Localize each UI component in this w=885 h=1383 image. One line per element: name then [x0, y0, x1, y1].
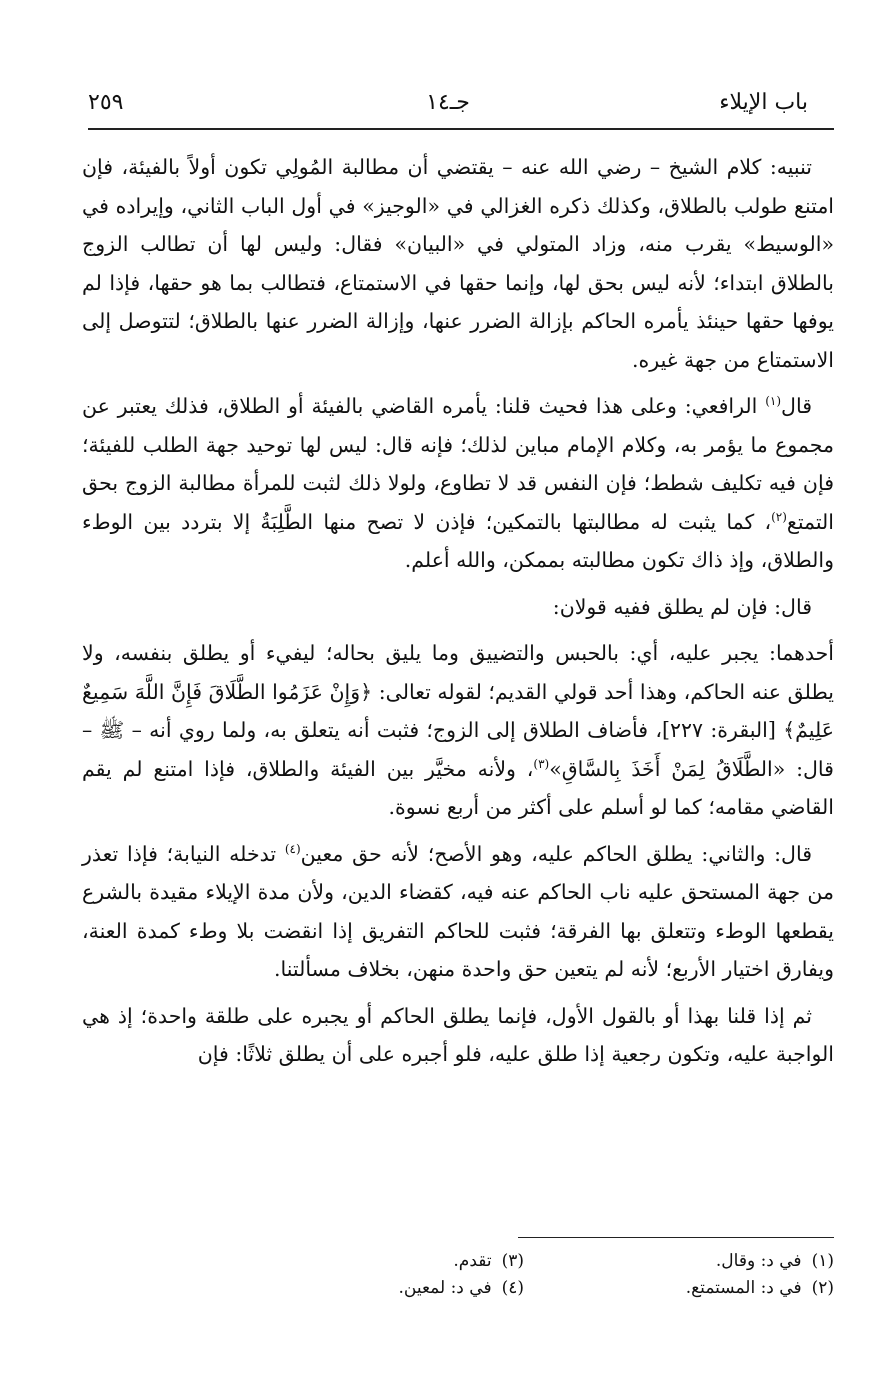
- paragraph-first-opinion-end: ، ولأنه مخيَّر بين الفيئة والطلاق، فإذا امتنع لم يقم القاضي مقامه؛ كما لو أسلم على أكثر من أربع نسوة.: [82, 756, 834, 819]
- footnote-number: (١): [811, 1251, 834, 1271]
- paragraph-first-opinion: [82, 634, 834, 827]
- footnote-number: (٤): [501, 1278, 524, 1298]
- footnote-number: (٣): [501, 1251, 524, 1271]
- footnote-ref-2: (٢): [771, 509, 787, 524]
- paragraph-second-opinion-end: تدخله النيابة؛ فإذا تعذر من جهة المستحق عليه ناب الحاكم عنه فيه، كقضاء الدين، ولأن مدة الإيلاء مقيدة بالشرع يقطعها الوطء وتتعلق بها الفرقة؛ فثبت للحاكم التفريق إذا انقضت بلا وطء كمدة العنة، ويفارق اختيار الأربع؛ لأنه لم يتعين حق واحدة منهن، بخلاف مسألتنا.: [82, 841, 834, 981]
- page-number: ٢٥٩: [88, 90, 124, 115]
- footnote-rule: [518, 1237, 834, 1238]
- footnote-text: تقدم.: [453, 1251, 492, 1271]
- paragraph-rafii: [82, 387, 834, 580]
- footnote-ref-1: (١): [765, 394, 782, 409]
- paragraph-second-opinion-start: قال: والثاني: يطلق الحاكم عليه، وهو الأصح؛ لأنه حق معين: [300, 841, 812, 866]
- paragraph-rafii-end: ، كما يثبت له مطالبتها بالتمكين؛ فإذن لا تصح منها الطَّلِبَةُ إلا بتردد بين الوطء والطلاق، وإذ ذاك تكون مطالبته بممكن، والله أعلم.: [82, 509, 834, 572]
- footnote-3: [453, 1248, 524, 1275]
- chapter-title: باب الإيلاء: [719, 90, 808, 115]
- footnote-text: في د: المستمتع.: [685, 1278, 802, 1298]
- footnotes: [200, 1248, 834, 1312]
- main-text: [82, 148, 834, 1082]
- footnote-2: [686, 1275, 834, 1302]
- footnote-ref-4: (٤): [284, 841, 301, 856]
- footnote-4: [398, 1275, 524, 1302]
- paragraph-note: تنبيه: كلام الشيخ – رضي الله عنه – يقتضي أن مطالبة المُولِي تكون أولاً بالفيئة، فإن امتنع طولب بالطلاق، وكذلك ذكره الغزالي في «الوجيز» في أول الباب الثاني، وإيراده في «الوسيط» يقرب منه، وزاد المتولي في «البيان» فقال: وليس لها أن تطالب الزوج بالطلاق ابتداء؛ لأنه ليس بحق لها، وإنما حقها في الاستمتاع، فتطالب بما هو حقها، فإذا لم يوفها حقها حينئذ يأمره الحاكم بإزالة الضرر عنها، وإزالة الضرر عنها بالطلاق؛ لتتوصل إلى الاستمتاع من جهة غيره.: [82, 155, 834, 372]
- paragraph-first-opinion-start: أحدهما: يجبر عليه، أي: بالحبس والتضييق وما يليق بحاله؛ ليفيء أو يطلق بنفسه، ولا يطلق عنه الحاكم، وهذا أحد قولي القديم؛ لقوله تعالى: ﴿وَإِنْ عَزَمُوا الطَّلَاقَ فَإِنَّ اللَّهَ سَمِيعٌ عَلِيمٌ﴾ [البقرة: ٢٢٧]، فأضاف الطلاق إلى الزوج؛ فثبت أنه يتعلق به، ولما روي أنه – ﷺ – قال: «الطَّلَاقُ لِمَنْ أَخَذَ بِالسَّاقِ»: [82, 641, 834, 781]
- footnote-ref-3: (٣): [533, 756, 550, 771]
- header-rule: [88, 128, 834, 130]
- footnote-1: [716, 1248, 834, 1275]
- footnote-text: في د: لمعين.: [398, 1278, 492, 1298]
- paragraph-conclusion: ثم إذا قلنا بهذا أو بالقول الأول، فإنما يطلق الحاكم أو يجبره على طلقة واحدة؛ إذ هي الواجبة عليه، وتكون رجعية إذا طلق عليه، فلو أجبره على أن يطلق ثلاثًا: فإن: [82, 1003, 834, 1066]
- paragraph-two-opinions: قال: فإن لم يطلق ففيه قولان:: [552, 594, 812, 619]
- page-header: [88, 86, 808, 120]
- paragraph-second-opinion: [82, 835, 834, 989]
- footnote-text: في د: وقال.: [715, 1251, 802, 1271]
- paragraph-rafii-start: قال: [781, 394, 812, 418]
- volume-label: جـ١٤: [426, 90, 470, 115]
- footnote-number: (٢): [811, 1278, 834, 1298]
- paragraph-rafii-middle: الرافعي: وعلى هذا فحيث قلنا: يأمره القاضي بالفيئة أو الطلاق، فذلك يعتبر عن مجموع ما يؤمر به، وكلام الإمام مباين لذلك؛ فإنه قال: ليس لها توحيد جهة الطلب للفيئة؛ فإن فيه تكليف شطط؛ فإن النفس قد لا تطاوع، ولولا ذلك لثبت للمرأة مطالبة الزوج بحق التمتع: [82, 394, 834, 534]
